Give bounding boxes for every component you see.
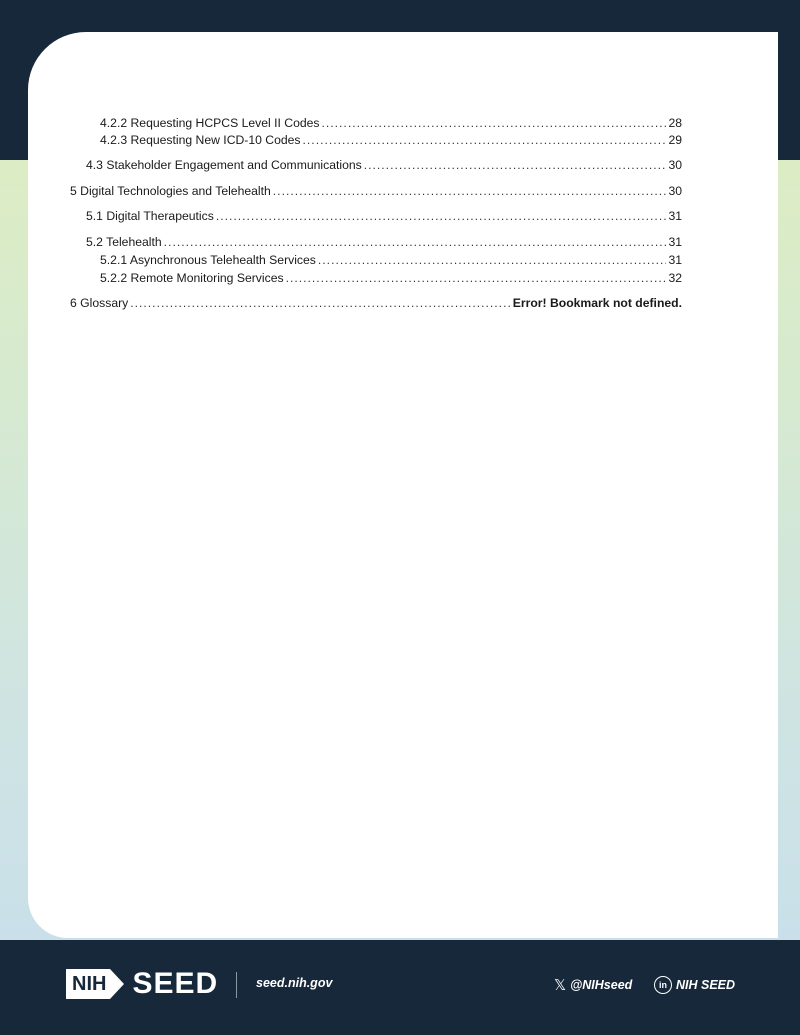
toc-entry-title: 5.2 Telehealth	[86, 235, 162, 249]
toc-leader-dots	[364, 158, 667, 173]
linkedin-icon: in	[654, 976, 672, 994]
toc-entry-title: 6 Glossary	[70, 296, 129, 310]
site-link[interactable]: seed.nih.gov	[256, 976, 333, 990]
footer	[0, 940, 800, 1035]
toc-entry[interactable]	[100, 253, 682, 268]
x-icon: 𝕏	[554, 977, 567, 994]
toc-entry-page: 30	[668, 158, 682, 172]
nih-arrow-icon	[110, 969, 124, 999]
toc-leader-dots	[303, 133, 667, 148]
toc-entry-title: 5 Digital Technologies and Telehealth	[70, 184, 271, 198]
toc-entry[interactable]	[70, 184, 682, 199]
toc-entry-title: 4.3 Stakeholder Engagement and Communications	[86, 158, 362, 172]
x-handle: @NIHseed	[570, 978, 633, 992]
toc-entry-title: 4.2.3 Requesting New ICD-10 Codes	[100, 133, 301, 147]
nih-seed-logo[interactable]	[66, 968, 218, 1000]
toc-leader-dots	[130, 296, 510, 311]
toc-entry[interactable]	[100, 271, 682, 286]
toc-entry-page: 28	[668, 116, 682, 130]
toc-entry-page: 31	[668, 235, 682, 249]
toc-leader-dots	[216, 209, 667, 224]
toc-entry[interactable]	[86, 209, 682, 224]
toc-leader-dots	[273, 184, 667, 199]
toc-entry-title: 5.1 Digital Therapeutics	[86, 209, 214, 223]
toc-entry-page: 31	[668, 209, 682, 223]
toc-entry[interactable]	[100, 133, 682, 148]
toc-entry-title: 5.2.2 Remote Monitoring Services	[100, 271, 284, 285]
toc-leader-dots	[164, 235, 667, 250]
toc-entry[interactable]	[86, 158, 682, 173]
linkedin-handle: NIH SEED	[676, 978, 736, 992]
toc-entry[interactable]	[100, 116, 682, 131]
toc-leader-dots	[286, 271, 667, 286]
toc-leader-dots	[322, 116, 667, 131]
toc-entry-page: 31	[668, 253, 682, 267]
toc-entry-page: 29	[668, 133, 682, 147]
nih-logo-text: NIH	[66, 969, 110, 999]
toc-entry[interactable]	[70, 296, 682, 311]
x-social-link[interactable]	[554, 976, 632, 994]
footer-divider	[236, 972, 237, 998]
toc-entry-title: 4.2.2 Requesting HCPCS Level II Codes	[100, 116, 320, 130]
linkedin-social-link[interactable]	[654, 976, 735, 994]
toc-entry-page: Error! Bookmark not defined.	[512, 296, 682, 310]
toc-leader-dots	[318, 253, 667, 268]
toc-entry-page: 32	[668, 271, 682, 285]
toc-entry-page: 30	[668, 184, 682, 198]
toc-entry[interactable]	[86, 235, 682, 250]
seed-logo-text: SEED	[132, 967, 219, 1000]
toc-entry-title: 5.2.1 Asynchronous Telehealth Services	[100, 253, 316, 267]
